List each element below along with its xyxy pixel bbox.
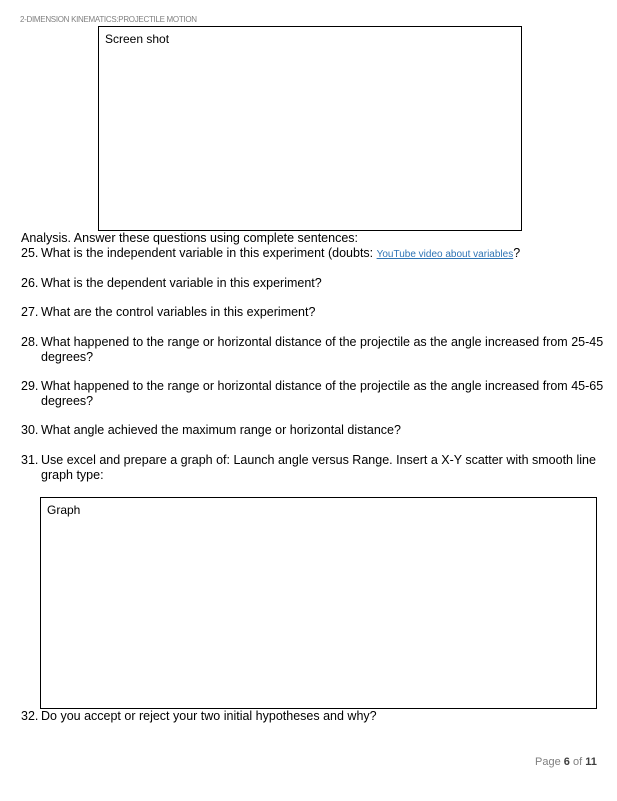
screenshot-box-label: Screen shot — [105, 32, 170, 46]
question-31 — [21, 453, 611, 485]
question-text: What angle achieved the maximum range or horizontal distance? — [41, 423, 401, 437]
question-26 — [21, 276, 611, 292]
question-number: 28. — [21, 335, 39, 349]
question-number: 32. — [21, 709, 39, 723]
question-text: What are the control variables in this experiment? — [41, 305, 316, 319]
youtube-variables-link[interactable]: YouTube video about variables — [376, 249, 514, 260]
question-32 — [21, 709, 611, 725]
question-text: What is the dependent variable in this experiment? — [41, 276, 322, 290]
question-number: 29. — [21, 379, 39, 393]
question-suffix: ? — [513, 246, 521, 260]
question-25 — [21, 246, 611, 262]
question-30 — [21, 423, 611, 439]
question-text: Do you accept or reject your two initial hypotheses and why? — [41, 709, 377, 723]
page-number — [535, 756, 597, 768]
question-number: 25. — [21, 246, 39, 260]
screenshot-placeholder-box — [98, 26, 522, 231]
question-29 — [21, 379, 611, 411]
question-number: 31. — [21, 453, 39, 467]
of-word: of — [572, 756, 583, 768]
graph-placeholder-box — [40, 497, 597, 709]
document-header: 2-DIMENSION KINEMATICS:PROJECTILE MOTION — [20, 15, 197, 24]
question-text: What happened to the range or horizontal distance of the projectile as the angle increased from 25-45 degrees? — [41, 335, 604, 364]
question-number: 27. — [21, 305, 39, 319]
question-text: What happened to the range or horizontal distance of the projectile as the angle increased from 45-65 degrees? — [41, 379, 604, 408]
question-text: What is the independent variable in this experiment (doubts: — [41, 246, 377, 260]
graph-box-label: Graph — [47, 503, 81, 517]
question-number: 30. — [21, 423, 39, 437]
total-pages: 11 — [585, 756, 597, 768]
question-28 — [21, 335, 611, 367]
question-number: 26. — [21, 276, 39, 290]
question-27 — [21, 305, 611, 321]
question-text: Use excel and prepare a graph of: Launch angle versus Range. Insert a X-Y scatter with smooth line graph type: — [41, 453, 596, 482]
analysis-intro: Analysis. Answer these questions using complete sentences: — [21, 231, 358, 245]
page-word: Page — [535, 756, 561, 768]
current-page: 6 — [563, 756, 570, 768]
